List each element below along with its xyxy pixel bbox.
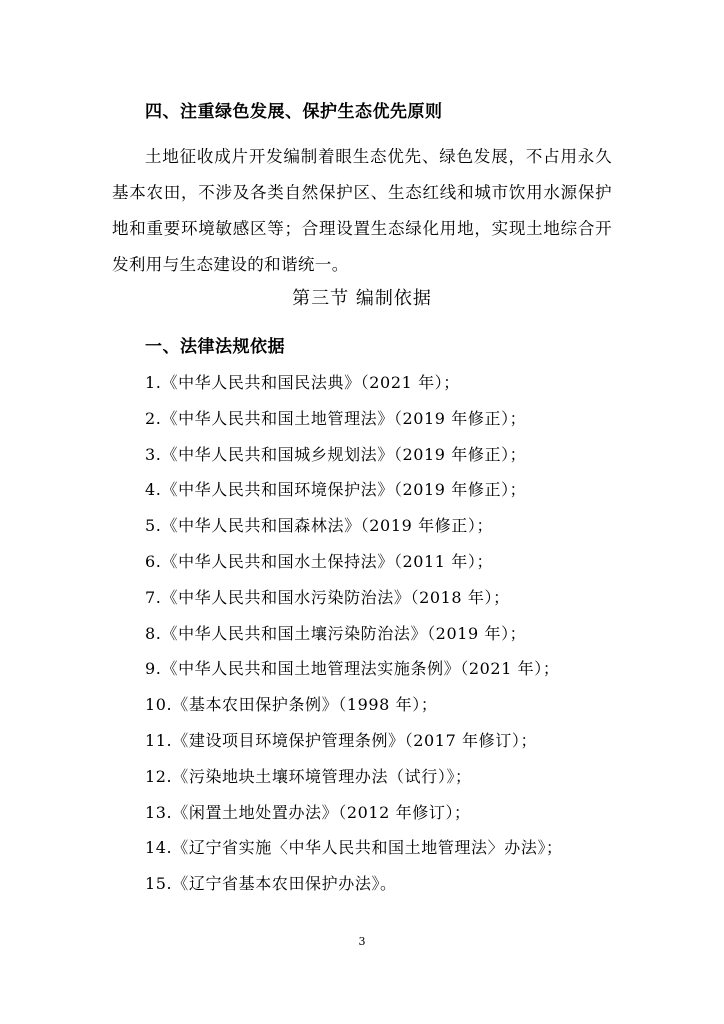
list-item: 1.《中华人民共和国民法典》（2021 年）； (145, 373, 460, 392)
list-item: 9.《中华人民共和国土地管理法实施条例》（2021 年）； (145, 659, 560, 679)
law-list (145, 370, 563, 907)
list-item: 5.《中华人民共和国森林法》（2019 年修正）； (145, 516, 494, 536)
list-item: 10.《基本农田保护条例》（1998 年）； (145, 695, 438, 715)
list-item: 2.《中华人民共和国土地管理法》（2019 年修正）； (145, 408, 527, 428)
list-item: 15.《辽宁省基本农田保护办法》。 (145, 874, 397, 894)
body-paragraph: 土地征收成片开发编制着眼生态优先、绿色发展，不占用永久基本农田，不涉及各类自然保护区、生态红线和城市饮用水源保护地和重要环境敏感区等；合理设置生态绿化用地，实现土地综合开发利用与生态建设的和谐统一。 (112, 147, 612, 274)
list-item: 11.《建设项目环境保护管理条例》（2017 年修订）； (145, 730, 538, 750)
list-item: 4.《中华人民共和国环境保护法》（2019 年修正）； (145, 480, 527, 500)
sub-heading-laws: 一、法律法规依据 (145, 337, 285, 357)
heading-principle-four: 四、注重绿色发展、保护生态优先原则 (145, 102, 443, 122)
list-item: 12.《污染地块土壤环境管理办法（试行）》； (145, 766, 472, 786)
list-item: 7.《中华人民共和国水污染防治法》（2018 年）； (145, 587, 510, 607)
list-item: 13.《闲置土地处置办法》（2012 年修订）； (145, 802, 471, 822)
page-number: 3 (358, 935, 366, 948)
section-title: 第三节 编制依据 (292, 288, 432, 309)
list-item: 14.《辽宁省实施〈中华人民共和国土地管理法〉办法》； (145, 838, 563, 858)
list-item: 3.《中华人民共和国城乡规划法》（2019 年修正）； (145, 444, 527, 464)
list-item: 8.《中华人民共和国土壤污染防治法》（2019 年）； (145, 623, 527, 643)
list-item: 6.《中华人民共和国水土保持法》（2011 年）； (145, 551, 494, 571)
